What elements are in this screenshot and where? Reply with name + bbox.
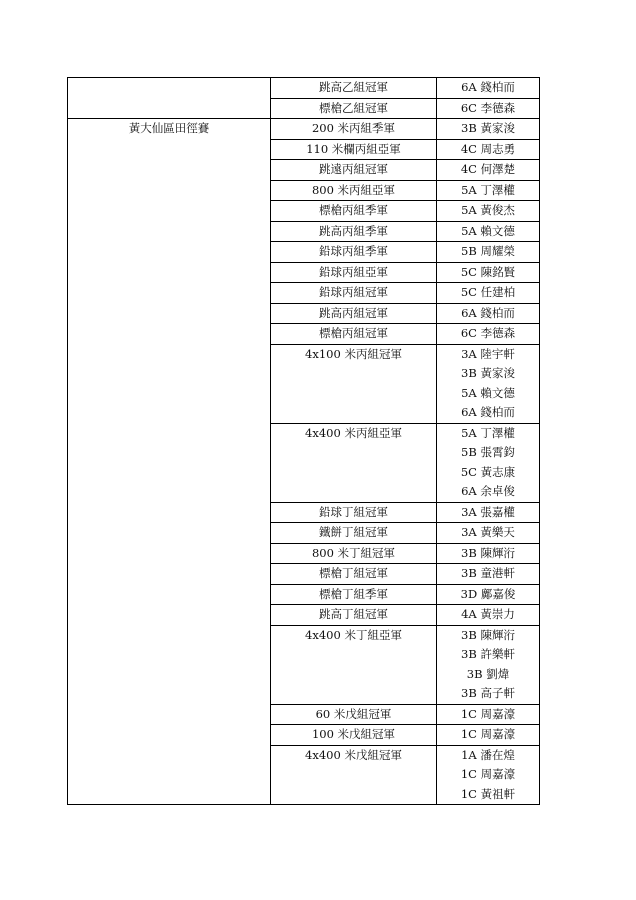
winners-cell [437,180,540,201]
winner-name: 3B 劉煒 [466,666,510,681]
event-cell [271,98,437,119]
winners-cell [437,564,540,585]
event-cell [271,344,437,423]
table-row [68,78,540,99]
winner-name: 6A 錢柏而 [461,405,515,419]
winner-name: 6C 李德森 [460,326,516,340]
winner-name: 6A 錢柏而 [461,305,515,320]
event-name: 4x400 米戊組冠軍 [305,747,402,762]
winner-name: 4C 何澤楚 [460,162,516,176]
winner-name: 1C 周嘉濠 [460,767,516,781]
event-name: 標槍丁組季軍 [319,586,388,601]
winners-cell [437,584,540,605]
winners-cell [437,283,540,304]
winner-name: 1C 周嘉濠 [460,706,516,721]
event-name: 標槍丁組冠軍 [319,566,388,580]
winners-cell [437,745,540,805]
winners-cell [437,160,540,181]
event-name: 跳遠丙組冠軍 [319,162,388,176]
event-name: 800 米丙組亞軍 [311,182,396,197]
winner-name: 3B 黃家浚 [461,366,515,380]
winner-name: 3B 高子軒 [461,686,515,700]
winners-cell [437,324,540,345]
event-cell [271,502,437,523]
event-cell [271,324,437,345]
winners-cell [437,139,540,160]
event-name: 60 米戊組冠軍 [315,706,392,721]
event-cell [271,180,437,201]
winner-name: 1A 潘在煌 [461,747,515,762]
event-cell [271,201,437,222]
winners-cell [437,543,540,564]
winner-name: 3A 陸宇軒 [461,346,515,361]
event-name: 標槍乙組冠軍 [319,100,388,115]
table-row [68,119,540,140]
event-cell [271,523,437,544]
event-cell [271,78,437,99]
event-name: 鉛球丙組季軍 [319,244,388,258]
winner-name: 5A 丁澤權 [461,182,515,197]
winner-name: 5C 黃志康 [460,464,516,479]
event-cell [271,160,437,181]
winner-name: 3B 陳輝洐 [461,627,515,642]
event-name: 800 米丁組冠軍 [311,545,396,560]
winner-name: 5B 周耀榮 [461,244,515,258]
winners-cell [437,201,540,222]
winner-name: 5A 賴文德 [461,385,515,400]
event-cell [271,543,437,564]
winners-cell [437,119,540,140]
event-cell [271,221,437,242]
winners-cell [437,423,540,502]
winners-cell [437,704,540,725]
winners-cell [437,262,540,283]
event-name: 跳高丙組季軍 [319,223,388,238]
event-name: 110 米欄丙組亞軍 [306,141,401,156]
event-cell [271,564,437,585]
winner-name: 5C 陳銘賢 [460,264,516,279]
event-name: 鉛球丙組亞軍 [319,264,388,279]
event-cell [271,423,437,502]
event-name: 跳高丁組冠軍 [319,607,388,621]
event-name: 100 米戊組冠軍 [311,727,396,741]
event-cell [271,139,437,160]
winner-name: 6C 李德森 [460,100,516,115]
winner-name: 1C 周嘉濠 [460,727,516,741]
winner-name: 5B 張霄鈞 [461,445,515,459]
event-name: 跳高丙組冠軍 [319,305,388,320]
event-name: 跳高乙組冠軍 [319,80,388,94]
winners-cell [437,221,540,242]
winners-cell [437,605,540,626]
competition-cell-empty [68,78,271,119]
event-cell [271,283,437,304]
event-name: 4x400 米丙組亞軍 [305,425,402,440]
event-name: 200 米丙組季軍 [311,121,396,135]
event-cell [271,242,437,263]
event-name: 4x100 米丙組冠軍 [305,346,402,361]
winner-name: 5C 任建柏 [460,285,516,299]
winner-name: 3A 黃樂天 [461,525,515,539]
winners-cell [437,523,540,544]
awards-table [67,77,540,805]
winners-cell [437,98,540,119]
winners-cell [437,625,540,704]
event-name: 鉛球丁組冠軍 [319,504,388,519]
event-name: 標槍丙組冠軍 [319,326,388,340]
event-name: 鐵餅丁組冠軍 [319,525,388,539]
event-cell [271,625,437,704]
winner-name: 3B 黃家浚 [461,121,515,135]
winner-name: 1C 黃祖軒 [460,786,516,801]
winner-name: 5A 賴文德 [461,223,515,238]
winner-name: 5A 丁澤權 [461,425,515,440]
event-cell [271,303,437,324]
competition-cell [68,119,271,805]
winner-name: 6A 錢柏而 [461,80,515,94]
winner-name: 4C 周志勇 [460,141,516,156]
awards-table-body [68,78,540,805]
event-cell [271,119,437,140]
winner-name: 4A 黃崇力 [461,607,515,621]
winner-name: 3D 鄺嘉俊 [460,586,516,601]
winner-name: 6A 余卓俊 [461,484,515,498]
winner-name: 5A 黃俊杰 [461,203,515,217]
event-name: 4x400 米丁組亞軍 [305,627,402,642]
event-cell [271,262,437,283]
event-cell [271,584,437,605]
winners-cell [437,303,540,324]
winner-name: 3B 許樂軒 [461,647,515,661]
winner-name: 3B 童港軒 [461,566,515,580]
winners-cell [437,725,540,746]
event-name: 鉛球丙組冠軍 [319,285,388,299]
event-cell [271,725,437,746]
winners-cell [437,344,540,423]
event-cell [271,605,437,626]
winner-name: 3A 張嘉權 [461,504,515,519]
winners-cell [437,78,540,99]
event-cell [271,745,437,805]
competition-name: 黃大仙區田徑賽 [128,121,210,135]
winners-cell [437,242,540,263]
winner-name: 3B 陳輝洐 [461,545,515,560]
event-name: 標槍丙組季軍 [319,203,388,217]
winners-cell [437,502,540,523]
event-cell [271,704,437,725]
